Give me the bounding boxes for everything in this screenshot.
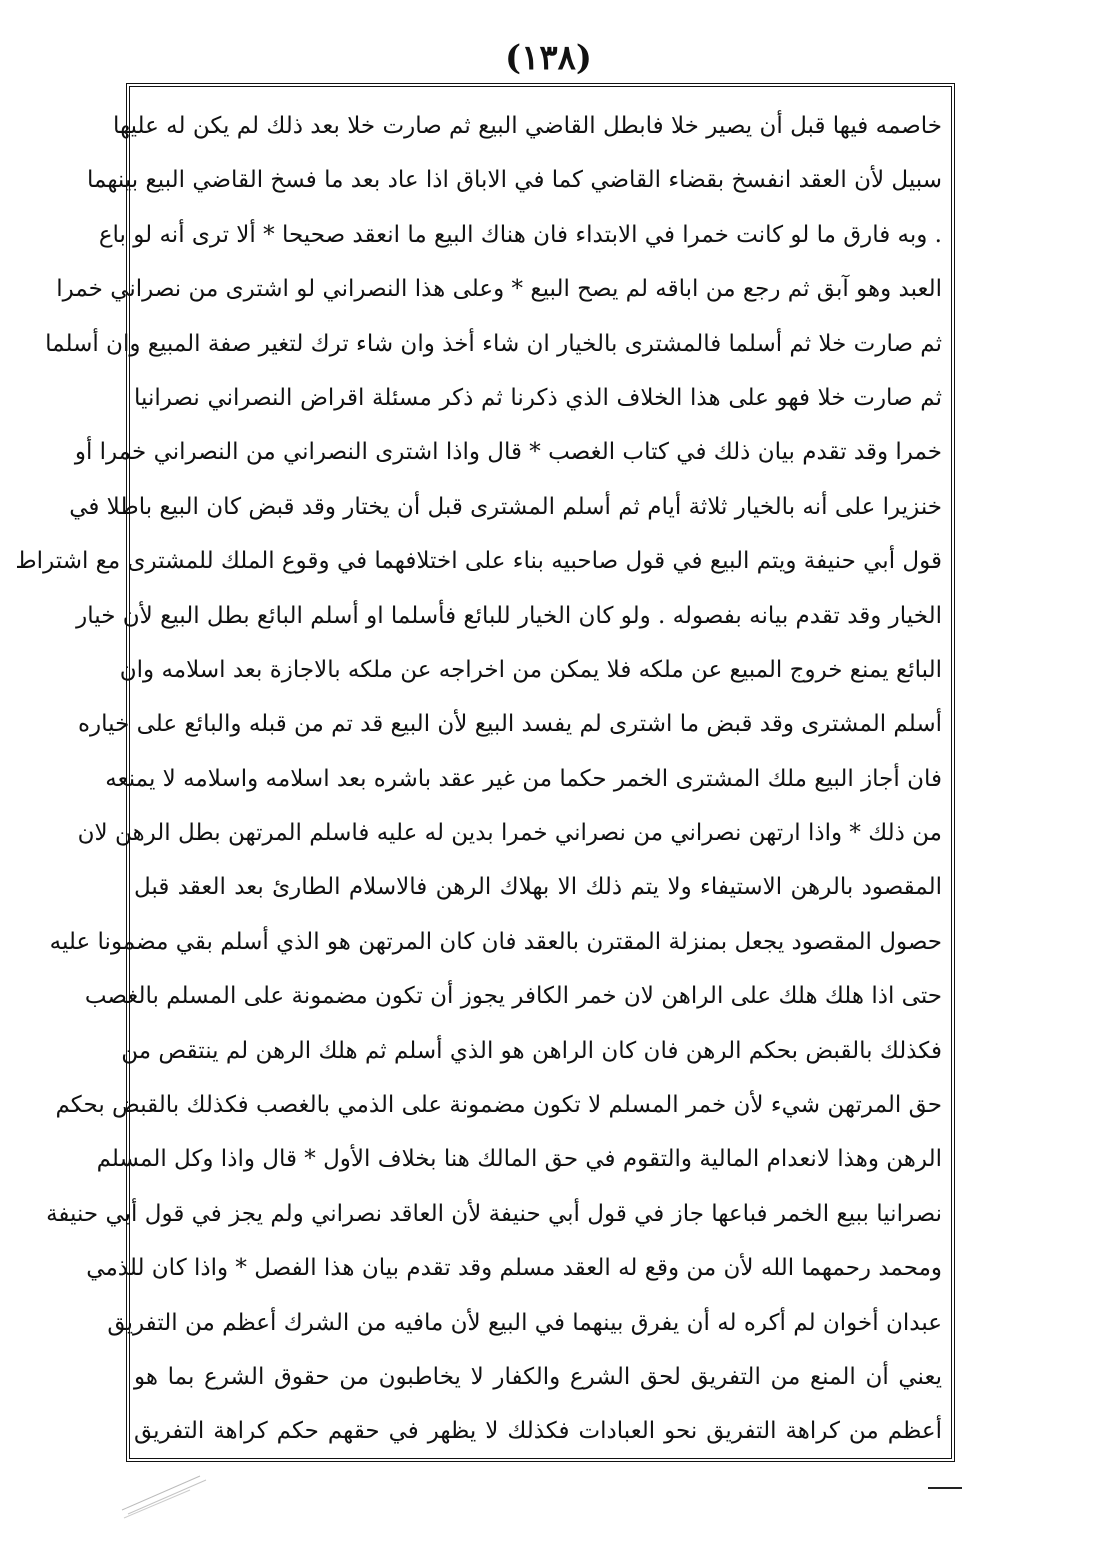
text-line: فان أجاز البيع ملك المشترى الخمر حكما من غير عقد باشره بعد اسلامه واسلامه لا يمنعه [105,765,942,792]
text-line: خاصمه فيها قبل أن يصير خلا فابطل القاضي البيع ثم صارت خلا بعد ذلك لم يكن له عليها [112,113,942,139]
footer-rule [928,1487,962,1489]
text-line: حق المرتهن شيء لأن خمر المسلم لا تكون مضمونة على الذمي بالغصب فكذلك بالقبض بحكم [55,1092,942,1119]
text-line: البائع يمنع خروج المبيع عن ملكه فلا يمكن من اخراجه عن ملكه بالاجازة بعد اسلامه وان [119,656,942,683]
text-line: أعظم من كراهة التفريق نحو العبادات فكذلك لا يظهر في حقهم حكم كراهة التفريق [134,1418,942,1445]
text-line: يعني أن المنع من التفريق لحق الشرع والكفار لا يخاطبون من حقوق الشرع بما هو [134,1363,942,1390]
text-body [15,99,942,1459]
text-line: المقصود بالرهن الاستيفاء ولا يتم ذلك الا بهلاك الرهن فالاسلام الطارئ بعد العقد قبل [134,874,942,901]
page-number: (١٣٨) [505,38,592,78]
text-line: سبيل لأن العقد انفسخ بقضاء القاضي كما في الاباق اذا عاد بعد ما فسخ القاضي البيع بينهما [87,167,942,194]
text-line: قول أبي حنيفة ويتم البيع في قول صاحبيه بناء على اختلافهما في وقوع الملك للمشترى مع اشتراط [15,548,942,575]
text-line: عبدان أخوان لم أكره له أن يفرق بينهما في البيع لأن مافيه من الشرك أعظم من التفريق [107,1309,942,1336]
text-line: الخيار وقد تقدم بيانه بفصوله . ولو كان الخيار للبائع فأسلما او أسلم البائع بطل البيع لأن خيار [76,602,942,629]
text-line: حصول المقصود يجعل بمنزلة المقترن بالعقد فان كان المرتهن هو الذي أسلم بقي مضمونا عليه [49,928,942,955]
text-line: من ذلك * واذا ارتهن نصراني من نصراني خمرا بدين له عليه فاسلم المرتهن بطل الرهن لان [77,820,942,847]
scan-mark [120,1470,210,1520]
text-line: خنزيرا على أنه بالخيار ثلاثة أيام ثم أسلم المشترى قبل أن يختار وقد قبض كان البيع باطلا في [69,493,942,520]
text-line: العبد وهو آبق ثم رجع من اباقه لم يصح البيع * وعلى هذا النصراني لو اشترى من نصراني خمرا [56,276,942,303]
text-line: . وبه فارق ما لو كانت خمرا في الابتداء فان هناك البيع ما انعقد صحيحا * ألا ترى أنه لو باع [98,221,942,248]
text-line: الرهن وهذا لانعدام المالية والتقوم في حق المالك هنا بخلاف الأول * قال واذا وكل المسلم [96,1146,942,1173]
text-line: خمرا وقد تقدم بيان ذلك في كتاب الغصب * قال واذا اشترى النصراني من النصراني خمرا أو [74,439,942,466]
text-line: ثم صارت خلا ثم أسلما فالمشترى بالخيار ان شاء أخذ وان شاء ترك لتغير صفة المبيع وان أسلما [45,330,942,357]
text-line: ثم صارت خلا فهو على هذا الخلاف الذي ذكرنا ثم ذكر مسئلة اقراض النصراني نصرانيا [134,384,942,411]
text-line: فكذلك بالقبض بحكم الرهن فان كان الراهن هو الذي أسلم ثم هلك الرهن لم ينتقص من [121,1037,942,1064]
text-line: حتى اذا هلك هلك على الراهن لان خمر الكافر يجوز أن تكون مضمونة على المسلم بالغصب [84,983,942,1010]
text-line: أسلم المشترى وقد قبض ما اشترى لم يفسد البيع لأن البيع قد تم من قبله والبائع على خياره [77,711,942,738]
text-line: نصرانيا ببيع الخمر فباعها جاز في قول أبي حنيفة لأن العاقد نصراني ولم يجز في قول أبي حنيفة [46,1200,942,1227]
text-line: ومحمد رحمهما الله لأن من وقع له العقد مسلم وقد تقدم بيان هذا الفصل * واذا كان للذمي [86,1255,942,1282]
